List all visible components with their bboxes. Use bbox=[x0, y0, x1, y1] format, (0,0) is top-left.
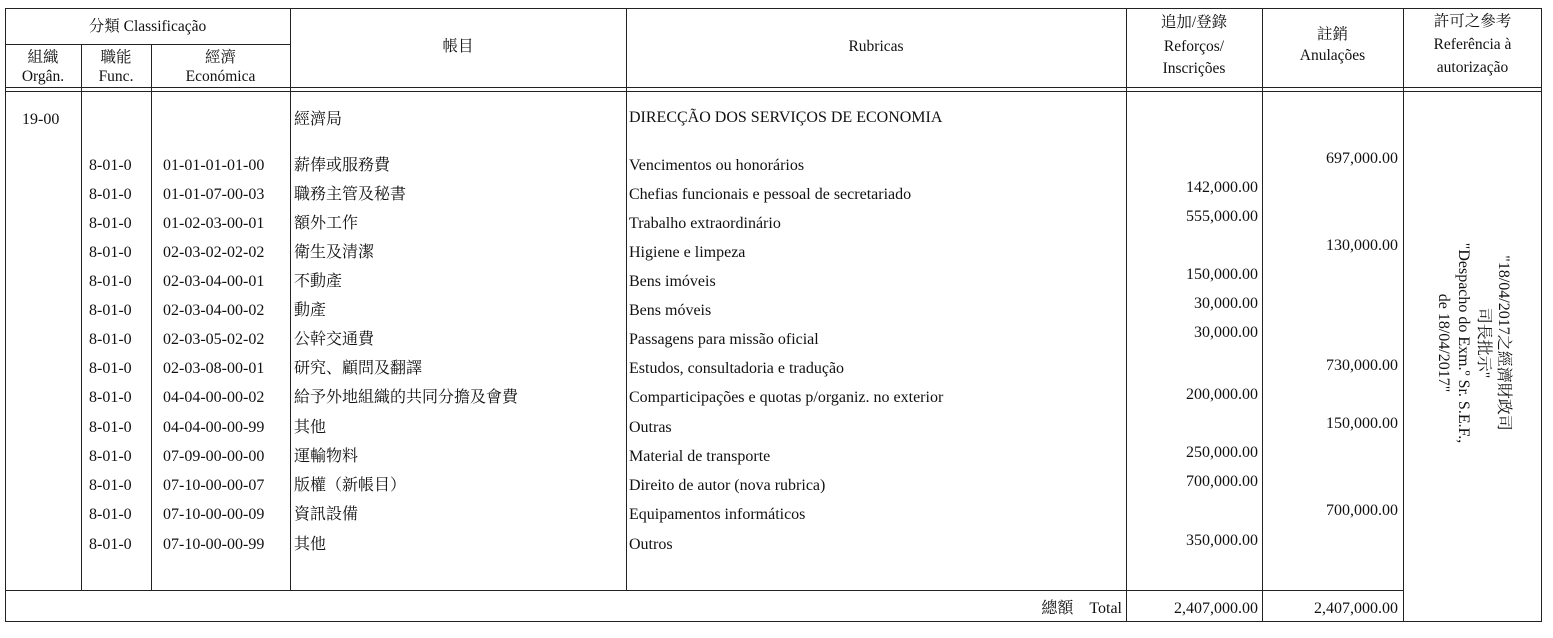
row-reinf: 555,000.00 bbox=[1186, 208, 1258, 225]
row-zh: 薪俸或服務費 bbox=[294, 157, 391, 174]
reference-line-4: de 18/04/2017" bbox=[1435, 293, 1452, 393]
row-zh: 公幹交通費 bbox=[294, 331, 375, 348]
row-cancel: 130,000.00 bbox=[1326, 237, 1398, 254]
row-func: 8-01-0 bbox=[89, 360, 132, 377]
row-zh: 其他 bbox=[294, 536, 327, 553]
header-classification: 分類 Classificação bbox=[88, 18, 207, 35]
row-pt: Bens móveis bbox=[629, 302, 712, 319]
col-divider-reinf bbox=[1262, 8, 1263, 622]
row-func: 8-01-0 bbox=[89, 506, 132, 523]
header-reinforce-zh: 追加/登錄 bbox=[1160, 14, 1228, 31]
row-econ: 07-10-00-00-99 bbox=[163, 536, 265, 553]
row-reinf bbox=[1130, 353, 1258, 371]
row-econ: 02-03-05-02-02 bbox=[163, 331, 265, 348]
row-func: 8-01-0 bbox=[89, 448, 132, 465]
row-zh: 動產 bbox=[294, 302, 327, 319]
row-reinf bbox=[1130, 150, 1258, 168]
row-pt: Estudos, consultadoria e tradução bbox=[629, 360, 845, 377]
total-label: 總額 Total bbox=[1041, 600, 1122, 617]
header-bottom-line bbox=[5, 87, 1542, 88]
header-organ-zh: 組織 bbox=[27, 49, 59, 66]
row-pt: Material de transporte bbox=[629, 448, 771, 465]
row-reinf bbox=[1130, 415, 1258, 433]
row-cancel: 730,000.00 bbox=[1326, 357, 1398, 374]
header-func-pt: Func. bbox=[98, 68, 134, 85]
row-cancel: 700,000.00 bbox=[1326, 502, 1398, 519]
row-func: 8-01-0 bbox=[89, 302, 132, 319]
row-cancel bbox=[1266, 179, 1398, 197]
row-zh: 衛生及清潔 bbox=[294, 244, 375, 261]
header-econ-pt: Económica bbox=[185, 68, 256, 85]
row-func: 8-01-0 bbox=[89, 477, 132, 494]
row-cancel bbox=[1266, 295, 1398, 313]
row-pt: Comparticipações e quotas p/organiz. no exterior bbox=[629, 389, 944, 406]
row-reinf: 250,000.00 bbox=[1186, 444, 1258, 461]
col-divider-zh bbox=[626, 8, 627, 590]
row-econ: 07-09-00-00-00 bbox=[163, 448, 265, 465]
row-func: 8-01-0 bbox=[89, 536, 132, 553]
row-econ: 04-04-00-00-99 bbox=[163, 419, 265, 436]
row-econ: 01-02-03-00-01 bbox=[163, 215, 265, 232]
organ-name-zh: 經濟局 bbox=[294, 111, 343, 128]
row-pt: Higiene e limpeza bbox=[629, 244, 746, 261]
row-zh: 不動產 bbox=[294, 273, 343, 290]
total-cancellations: 2,407,000.00 bbox=[1314, 600, 1398, 617]
header-econ-zh: 經濟 bbox=[204, 49, 236, 66]
row-cancel bbox=[1266, 532, 1398, 550]
row-zh: 研究、顧問及翻譯 bbox=[294, 360, 423, 377]
header-organ-pt: Orgân. bbox=[21, 68, 65, 85]
row-cancel: 150,000.00 bbox=[1326, 415, 1398, 432]
row-econ: 01-01-01-01-00 bbox=[163, 157, 265, 174]
row-cancel: 697,000.00 bbox=[1326, 150, 1398, 167]
row-pt: Trabalho extraordinário bbox=[629, 215, 781, 232]
header-ref-pt2: autorização bbox=[1436, 59, 1509, 76]
row-pt: Outras bbox=[629, 419, 672, 436]
row-reinf: 700,000.00 bbox=[1186, 473, 1258, 490]
row-reinf: 350,000.00 bbox=[1186, 532, 1258, 549]
row-reinf: 30,000.00 bbox=[1194, 295, 1258, 312]
row-zh: 額外工作 bbox=[294, 215, 359, 232]
organ-code: 19-00 bbox=[22, 111, 60, 128]
row-zh: 給予外地組織的共同分擔及會費 bbox=[294, 389, 519, 406]
row-reinf bbox=[1130, 237, 1258, 255]
col-divider-econ bbox=[290, 8, 291, 590]
header-account-zh: 帳目 bbox=[442, 38, 474, 55]
row-econ: 02-03-02-02-02 bbox=[163, 244, 265, 261]
row-cancel bbox=[1266, 208, 1398, 226]
row-func: 8-01-0 bbox=[89, 419, 132, 436]
header-func-zh: 職能 bbox=[100, 49, 132, 66]
col-divider-organ bbox=[81, 44, 82, 590]
row-reinf: 30,000.00 bbox=[1194, 324, 1258, 341]
row-cancel bbox=[1266, 473, 1398, 491]
header-bottom-line-2 bbox=[5, 91, 1542, 92]
organ-name-pt: DIRECÇÃO DOS SERVIÇOS DE ECONOMIA bbox=[629, 109, 943, 126]
total-reinforcements: 2,407,000.00 bbox=[1174, 600, 1258, 617]
row-cancel bbox=[1266, 266, 1398, 284]
row-func: 8-01-0 bbox=[89, 273, 132, 290]
row-cancel bbox=[1266, 444, 1398, 462]
row-func: 8-01-0 bbox=[89, 389, 132, 406]
reference-line-3: "Despacho do Exm.º Sr. S.E.F., bbox=[1455, 242, 1472, 444]
reference-line-1: "18/04/2017之經濟財政司 bbox=[1495, 255, 1512, 431]
col-divider-pt bbox=[1126, 8, 1127, 622]
row-pt: Chefias funcionais e pessoal de secretariado bbox=[629, 186, 912, 203]
row-econ: 02-03-04-00-02 bbox=[163, 302, 265, 319]
row-econ: 04-04-00-00-02 bbox=[163, 389, 265, 406]
row-pt: Passagens para missão oficial bbox=[629, 331, 819, 348]
row-pt: Direito de autor (nova rubrica) bbox=[629, 477, 826, 494]
row-econ: 02-03-08-00-01 bbox=[163, 360, 265, 377]
row-econ: 07-10-00-00-07 bbox=[163, 477, 265, 494]
row-econ: 07-10-00-00-09 bbox=[163, 506, 265, 523]
row-pt: Outros bbox=[629, 536, 673, 553]
classification-underline bbox=[5, 44, 290, 45]
row-pt: Vencimentos ou honorários bbox=[629, 157, 805, 174]
row-zh: 職務主管及秘書 bbox=[294, 186, 407, 203]
total-top-line bbox=[5, 590, 1404, 591]
row-econ: 01-01-07-00-03 bbox=[163, 186, 265, 203]
reference-line-2: 司長批示" bbox=[1475, 307, 1492, 379]
row-pt: Bens imóveis bbox=[629, 273, 716, 290]
header-rubricas: Rubricas bbox=[848, 38, 904, 55]
row-zh: 資訊設備 bbox=[294, 506, 359, 523]
header-cancel-zh: 註銷 bbox=[1316, 26, 1348, 43]
header-ref-pt1: Referência à bbox=[1433, 36, 1512, 53]
row-func: 8-01-0 bbox=[89, 331, 132, 348]
row-reinf bbox=[1130, 502, 1258, 520]
row-cancel bbox=[1266, 386, 1398, 404]
row-func: 8-01-0 bbox=[89, 244, 132, 261]
col-divider-func bbox=[151, 44, 152, 590]
row-func: 8-01-0 bbox=[89, 186, 132, 203]
row-func: 8-01-0 bbox=[89, 157, 132, 174]
header-reinforce-pt1: Reforços/ bbox=[1163, 38, 1225, 55]
row-zh: 版權（新帳目） bbox=[294, 477, 407, 494]
row-zh: 運輸物料 bbox=[294, 448, 359, 465]
header-reinforce-pt2: Inscrições bbox=[1162, 60, 1226, 77]
row-cancel bbox=[1266, 324, 1398, 342]
row-econ: 02-03-04-00-01 bbox=[163, 273, 265, 290]
row-reinf: 200,000.00 bbox=[1186, 386, 1258, 403]
header-ref-zh: 許可之參考 bbox=[1433, 13, 1512, 30]
authorization-reference bbox=[1404, 96, 1542, 590]
row-func: 8-01-0 bbox=[89, 215, 132, 232]
row-zh: 其他 bbox=[294, 419, 327, 436]
header-cancel-pt: Anulações bbox=[1299, 47, 1366, 64]
row-reinf: 150,000.00 bbox=[1186, 266, 1258, 283]
row-reinf: 142,000.00 bbox=[1186, 179, 1258, 196]
row-pt: Equipamentos informáticos bbox=[629, 506, 806, 523]
